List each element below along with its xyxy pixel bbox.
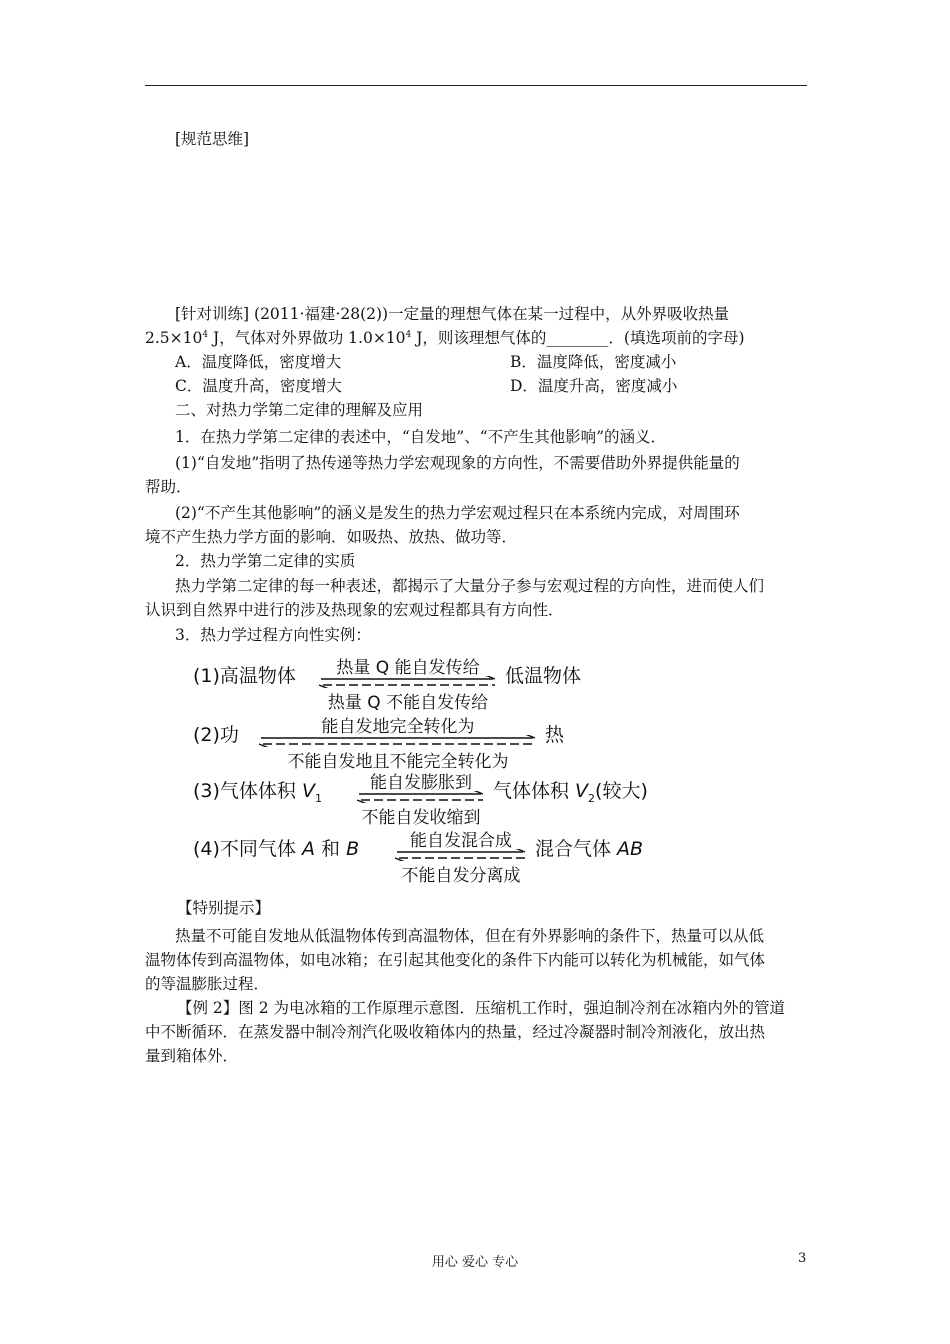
example-1 [193, 658, 613, 713]
example2-line-3: 量到箱体外． [145, 1047, 239, 1065]
page-number: 3 [798, 1251, 807, 1266]
example-2-right: 热 [545, 724, 565, 746]
option-row-1 [175, 350, 840, 374]
example-1-arrow [315, 658, 501, 713]
example-4-right: 混合气体 AB [535, 838, 644, 860]
page-footer: 用心 爱心 专心 [431, 1255, 519, 1270]
tip-line-3: 的等温膨胀过程． [145, 975, 270, 993]
example-4-bottom-label: 不能自发分离成 [401, 866, 521, 886]
example-4-top-label: 能自发混合成 [410, 831, 512, 851]
example2-line-2: 中不断循环．在蒸发器中制冷剂汽化吸收箱体内的热量，经过冷凝器时制冷剂液化，放出热 [145, 1023, 766, 1041]
point-1a-line-2: 帮助． [145, 478, 192, 496]
section2-point-1: 1．在热力学第二定律的表述中，“自发地”、“不产生其他影响”的涵义． [175, 428, 667, 446]
example-1-left: (1)高温物体 [193, 665, 296, 687]
tip-line-1: 热量不可能自发地从低温物体传到高温物体，但在有外界影响的条件下，热量可以从低 [175, 927, 765, 945]
example-4 [193, 831, 673, 886]
example-2-top-label: 能自发地完全转化为 [321, 717, 475, 737]
section2-point-2: 2．热力学第二定律的实质 [175, 552, 356, 570]
example-2-arrow [255, 717, 541, 772]
example-3 [193, 773, 693, 828]
header-rule [145, 85, 807, 86]
option-d: D．温度升高，密度减小 [510, 377, 678, 395]
example-2 [193, 717, 613, 772]
tip-line-2: 温物体传到高温物体，如电冰箱；在引起其他变化的条件下内能可以转化为机械能，如气体 [145, 951, 766, 969]
example-1-bottom-label: 热量 Q 不能自发传给 [327, 693, 489, 713]
section-guifan-heading: [规范思维] [175, 130, 250, 148]
tip-heading: 【特别提示】 [177, 899, 271, 917]
practice-line-1: [针对训练] (2011·福建·28(2))一定量的理想气体在某一过程中，从外界吸收热量 [175, 305, 730, 323]
example-3-left: (3)气体体积 $V_1$ [193, 780, 322, 805]
example-3-bottom-label: 不能自发收缩到 [361, 808, 481, 828]
example-3-top-label: 能自发膨胀到 [370, 773, 472, 793]
example-4-arrow [391, 831, 531, 886]
example-1-top-label: 热量 Q 能自发传给 [336, 658, 480, 678]
point-1a-line-1: (1)“自发地”指明了热传递等热力学宏观现象的方向性，不需要借助外界提供能量的 [175, 454, 740, 472]
example-4-left: (4)不同气体 A 和 B [193, 838, 360, 860]
example2-line-1: 【例 2】图 2 为电冰箱的工作原理示意图．压缩机工作时，强迫制冷剂在冰箱内外的管道 [177, 999, 786, 1017]
option-b: B．温度降低，密度减小 [510, 353, 677, 371]
example-2-left: (2)功 [193, 724, 239, 746]
option-row-2 [175, 374, 840, 398]
option-a: A．温度降低，密度增大 [175, 353, 342, 371]
section2-point-3: 3．热力学过程方向性实例： [175, 626, 371, 644]
point-1b-line-1: (2)“不产生其他影响”的涵义是发生的热力学宏观过程只在本系统内完成，对周围环 [175, 504, 740, 522]
point-2-body-2: 认识到自然界中进行的涉及热现象的宏观过程都具有方向性． [145, 601, 564, 619]
example-3-right: 气体体积 $V_2$(较大) [493, 780, 648, 805]
option-c: C．温度升高，密度增大 [175, 377, 342, 395]
example-3-arrow [353, 773, 489, 828]
practice-line-2: $2.5\times 10^4$ J，气体对外界做功 $1.0\times 10^4$ J，则该理想气体的________．(填选项前的字母) [145, 329, 745, 347]
section2-heading: 二、对热力学第二定律的理解及应用 [175, 401, 424, 419]
example-2-bottom-label: 不能自发地且不能完全转化为 [287, 752, 509, 772]
example-1-right: 低温物体 [505, 665, 582, 687]
point-2-body-1: 热力学第二定律的每一种表述，都揭示了大量分子参与宏观过程的方向性，进而使人们 [175, 577, 765, 595]
point-1b-line-2: 境不产生热力学方面的影响．如吸热、放热、做功等． [145, 528, 518, 546]
